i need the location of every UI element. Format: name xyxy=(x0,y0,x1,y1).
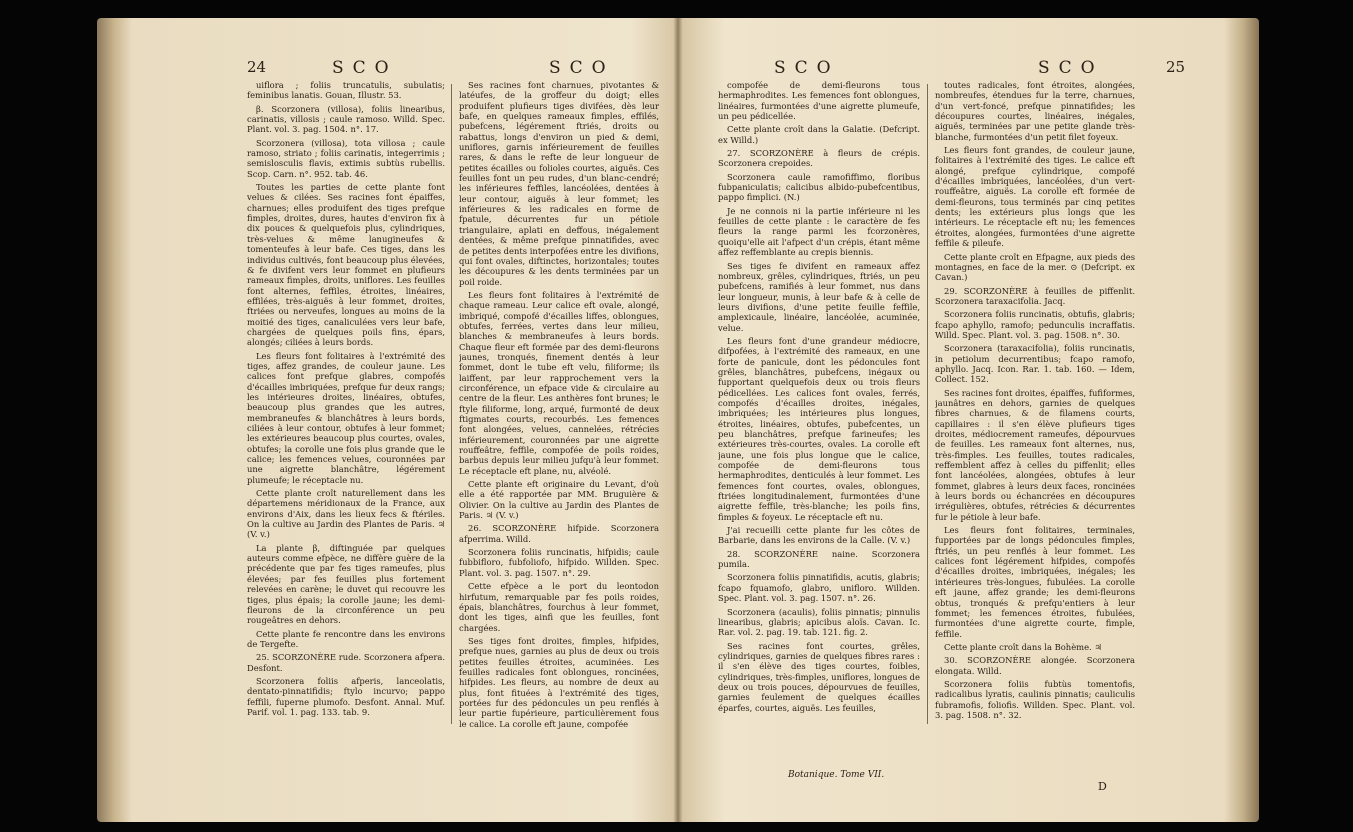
paragraph: Scorzonera (taraxacifolia), foliis runcinatis, in petiolum decurrentibus; fcapo ramofo, aphyllo. Jacq. Icon. Rar. 1. tab. 160. — Idem, Collect. 152. xyxy=(935,343,1135,385)
page-number-left: 24 xyxy=(247,58,267,76)
left-page xyxy=(97,18,678,822)
paragraph: Cette plante croît dans la Bohème. ♃ xyxy=(944,641,1102,652)
paragraph: Ses racines font droites, épaiffes, fufiformes, jaunâtres en dehors, garnies de quelques fibres charnues, & de filamens courts, capillaires : il s'en élève plufieurs tiges droites, médiocrement rameufes, dépourvues de feuilles. Les rameaux font alternes, nus, très-fimples. Les feuilles, toutes radicales, reffemblent affez à celles du piffenlit; elles font lancéolées, alongées, obtufes à leur fommet, glabres à leurs deux faces, roncinées à leurs bords ou échancrées en découpures irrégulières, obtufes, rétrécies & décurrentes fur le pétiole à leur bafe. xyxy=(935,387,1135,522)
paragraph: Cette plante croît dans la Galatie. (Defcript. ex Willd.) xyxy=(718,124,920,145)
paragraph: Les fleurs font grandes, de couleur jaune, folitaires à l'extrémité des tiges. Le calice eft alongé, prefque cylindrique, compofé d'écailles imbriquées, lancéolées, d'un vert-rouffeâtre, aiguës. La corolle eft formée de demi-fleurons, tous terminés par cinq petites dents; les extérieurs plus longs que les intérieurs. Le réceptacle eft nu; les femences étroites, alongées, furmontées d'une aigrette feffile & pileufe. xyxy=(935,145,1135,249)
running-head-right: SCO xyxy=(1038,58,1104,78)
paragraph: uiflora ; foliis truncatulis, subulatis; feminibus lanatis. Gouan, Illustr. 53. xyxy=(247,80,445,101)
paragraph: 28. SCORZONÈRE naine. Scorzonera pumila. xyxy=(718,548,920,570)
paragraph: compofée de demi-fleurons tous hermaphrodites. Les femences font oblongues, linéaires, furmontées d'une aigrette plumeufe, un peu pédicellée. xyxy=(718,80,920,122)
paragraph: 26. SCORZONÈRE hifpide. Scorzonera afperrima. Willd. xyxy=(459,523,659,544)
paragraph: Scorzonera foliis afperis, lanceolatis, dentato-pinnatifidis; ftylo incurvo; pappo feffili, fuperne plumofo. Desfont. Annal. Muf. Parif. vol. 1. pag. 133. tab. 9. xyxy=(247,675,445,717)
paragraph: Les fleurs font folitaires, terminales, fupportées par de longs pédoncules fimples, ftriés, un peu renflés à leur fommet. Les calices font légérement hifpides, compofés d'écailles droites, imbriquées, inégales; les intérieures très-longues, fubulées. La corolle eft jaune, affez grande; les demi-fleurons obtus, tronqués & prefqu'entiers à leur fommet; les femences étroites, fubulées, furmontées d'une aigrette courte, fimple, feffile. xyxy=(935,525,1135,639)
column-rule xyxy=(451,84,452,724)
paragraph: Cette plante eft originaire du Levant, d'où elle a été rapportée par MM. Bruguière & Olivier. On la cultive au Jardin des Plantes de Paris. ♃ (V. v.) xyxy=(459,479,659,521)
paragraph: 30. SCORZONÈRE alongée. Scorzonera elongata. Willd. xyxy=(935,655,1135,676)
right-page-column-1 xyxy=(718,80,920,770)
footer-volume: Botanique. Tome VII. xyxy=(788,770,885,780)
left-page-column-2 xyxy=(459,80,659,780)
paragraph: La plante β, diftinguée par quelques auteurs comme efpèce, ne diffère guère de la précédente que par fes tiges rameufes, plus élevées; par fes feuilles plus fortement relevées en carène; le duvet qui recouvre les tiges, plus épais; la corolle jaune; les demi-fleurons de la circonférence un peu rougeâtres en dehors. xyxy=(247,542,445,626)
right-page-column-2 xyxy=(935,80,1135,780)
paragraph: Toutes les parties de cette plante font velues & cilées. Ses racines font épaiffes, charnues; elles produifent des tiges prefque fimples, droites, dures, hautes d'environ fix à dix pouces & quelquefois plus, cylindriques, très-velues & même lanugineufes & tomenteufes à leur bafe. Ces tiges, dans les individus cultivés, font beaucoup plus élevées, & fe divifent vers leur fommet en plufieurs rameaux fimples, droits, uniflores. Les feuilles font alternes, feffiles, étroites, linéaires, effilées, très-aiguës à leur fommet, droites, ftriées ou nerveufes, longues au moins de la moitié des tiges, canaliculées vers leur bafe, chargées de quelques poils fins, épars, alongés; ciliées à leurs bords. xyxy=(247,182,445,348)
paragraph: Cette plante croît en Efpagne, aux pieds des montagnes, en face de la mer. ⊙ (Defcript. ex Cavan.) xyxy=(935,251,1135,283)
paragraph: 27. SCORZONÈRE à fleurs de crépis. Scorzonera crepoides. xyxy=(718,148,920,169)
paragraph: Je ne connois ni la partie inférieure ni les feuilles de cette plante : le caractère de fes fleurs la range parmi les fcorzonères, quoiqu'elle ait l'afpect d'un crépis, étant même affez reffemblante au crepis biennis. xyxy=(718,205,920,258)
paragraph: Scorzonera foliis fubtùs tomentofis, radicalibus lyratis, caulinis pinnatis; cauliculis fubramofis, foliofis. Willden. Spec. Plant. vol. 3. pag. 1508. n°. 32. xyxy=(935,678,1135,720)
page-number-right: 25 xyxy=(1166,58,1186,76)
paragraph: Scorzonera caule ramofiffimo, floribus fubpaniculatis; calicibus albido-pubefcentibus, pappo fimplici. (N.) xyxy=(718,171,920,203)
right-page xyxy=(678,18,1259,822)
left-page-column-1 xyxy=(247,80,445,780)
paragraph: Cette plante croît naturellement dans les départemens méridionaux de la France, aux environs d'Aix, dans les lieux fecs & ftériles. On la cultive au Jardin des Plantes de Paris. ♃ (V. v.) xyxy=(247,488,445,540)
paragraph: Cette efpèce a le port du leontodon hirfutum, remarquable par fes poils roides, épais, blanchâtres, fourchus à leur fommet, dont les tiges, ainfi que les feuilles, font chargées. xyxy=(459,581,659,633)
signature-mark: D xyxy=(1098,780,1107,793)
paragraph: 29. SCORZONÈRE à feuilles de piffenlit. Scorzonera taraxacifolia. Jacq. xyxy=(935,285,1135,306)
paragraph: Scorzonera foliis runcinatis, obtufis, glabris; fcapo aphyllo, ramofo; pedunculis incraffatis. Willd. Spec. Plant. vol. 3. pag. 1508. n°. 30. xyxy=(935,309,1135,340)
paragraph: Scorzonera foliis pinnatifidis, acutis, glabris; fcapo fquamofo, glabro, unifloro. Willden. Spec. Plant. vol. 3. pag. 1507. n°. 26. xyxy=(718,572,920,604)
paragraph: Les fleurs font d'une grandeur médiocre, difpofées, à l'extrémité des rameaux, en une forte de panicule, dont les pédoncules font grêles, blanchâtres, pubefcens, inégaux ou fupportant quelquefois deux ou trois fleurs pédicellées. Les calices font ovales, ferrés, compofés d'écailles droites, inégales, imbriquées; les intérieures plus longues, étroites, linéaires, obtufes, pubefcentes, un peu blanchâtres, prefque farineufes; les extérieures très-courtes, ovales. La corolle eft jaune, une fois plus longue que le calice, compofée de demi-fleurons tous hermaphrodites, denticulés à leur fommet. Les femences font courtes, ovales, oblongues, ftriées longitudinalement, furmontées d'une aigrette feffile, très-blanche; les poils fins, fimples & foyeux. Le réceptacle eft nu. xyxy=(718,335,920,522)
paragraph: Les fleurs font folitaires à l'extrémité des tiges, affez grandes, de couleur jaune. Les calices font prefque glabres, compofés d'écailles imbriquées, prefque fur deux rangs; les intérieures droites, linéaires, obtufes, beaucoup plus grandes que les autres, membraneufes & blanchâtres à leurs bords, ciliées à leur contour, obtufes à leur fommet; les extérieures beaucoup plus courtes, ovales, obtufes; la corolle une fois plus grande que le calice; les femences velues, couronnées par une aigrette blanchâtre, légérement plumeufe; le réceptacle nu. xyxy=(247,350,445,485)
column-rule xyxy=(927,84,928,724)
paragraph: Scorzonera foliis runcinatis, hifpidis; caule fubbifloro, fubfoliofo, hifpido. Willden. Spec. Plant. vol. 3. pag. 1507. n°. 29. xyxy=(459,547,659,578)
paragraph: Ses racines font charnues, pivotantes & latéufes, de la groffeur du doigt; elles produifent plufieurs tiges divifées, dès leur bafe, en quelques rameaux fimples, effilés, pubefcens, légérement ftriés, droits ou rabattus, longs d'environ un pied & demi, uniflores, garnis inférieurement de feuilles rares, & dans le refte de leur longueur de petites écailles ou folioles courtes, aiguës. Ces feuilles font un peu rudes, d'un blanc-cendré; les inférieures feffiles, lancéolées, dentées à leur contour, aiguës à leur fommet; les inférieures & les radicales en forme de fpatule, décurrentes fur un pétiole triangulaire, aplati en deffous, inégalement dentées, & même prefque pinnatifides, avec de petites dents interpofées entre les divifions, qui font ovales, diftinctes, horizontales; toutes les découpures & les dents terminées par un poil roide. xyxy=(459,80,659,287)
paragraph: toutes radicales, font étroites, alongées, nombreufes, étendues fur la terre, charnues, d'un vert-foncé, prefque pinnatifides; les découpures courtes, linéaires, inégales, aiguës, terminées par une petite glande très-blanche, furmontées d'un petit filet foyeux. xyxy=(935,80,1135,142)
paragraph: J'ai recueilli cette plante fur les côtes de Barbarie, dans les environs de la Calle. (V. v.) xyxy=(718,525,920,546)
paragraph: Scorzonera (villosa), tota villosa ; caule ramoso, striato ; foliis carinatis, integerrimis ; semislosculis flavis, extimis subtùs rubellis. Scop. Carn. n°. 952. tab. 46. xyxy=(247,137,445,179)
running-head-left: SCO xyxy=(332,58,398,78)
running-head-right-col1: SCO xyxy=(774,58,840,78)
paragraph: Les fleurs font folitaires à l'extrémité de chaque rameau. Leur calice eft ovale, alongé, imbriqué, compofé d'écailles liffes, oblongues, obtufes, ferrées, vertes dans leur milieu, blanches & membraneufes à leurs bords. Chaque fleur eft formée par des demi-fleurons jaunes, tronqués, finement dentés à leur fommet, dont le tube eft velu, filiforme; ils laiffent, par leur rapprochement vers la circonférence, un efpace vide & circulaire au centre de la fleur. Les anthères font brunes; le ftyle filiforme, long, arqué, furmonté de deux ftigmates courts, recourbés. Les femences font alongées, velues, cannelées, rétrécies inférieurement, couronnées par une aigrette rouffeâtre, feffile, compofée de poils roides, barbus depuis leur milieu jufqu'à leur fommet. Le réceptacle eft plane, nu, alvéolé. xyxy=(459,289,659,476)
paragraph: Ses tiges font droites, fimples, hifpides, prefque nues, garnies au plus de deux ou trois petites feuilles étroites, acuminées. Les feuilles radicales font oblongues, roncinées, hifpides. Les fleurs, au nombre de deux au plus, font fituées à l'extrémité des tiges, portées fur des pédoncules un peu renflés à leur partie fupérieure, particulièrement fous le calice. La corolle eft jaune, compofée xyxy=(459,635,659,729)
open-book xyxy=(97,18,1259,822)
paragraph: Scorzonera (acaulis), foliis pinnatis; pinnulis linearibus, glabris; apicibus aloïs. Cavan. Ic. Rar. vol. 2. pag. 19. tab. 121. fig. 2. xyxy=(718,606,920,638)
paragraph: Cette plante fe rencontre dans les environs de Tergefte. xyxy=(247,628,445,649)
paragraph: Ses racines font courtes, grêles, cylindriques, garnies de quelques fibres rares : il s'en élève des tiges courtes, foibles, cylindriques, très-fimples, uniflores, longues de deux ou trois pouces, dépourvues de feuilles, garnies feulement de quelques écailles éparfes, courtes, aiguës. Les feuilles, xyxy=(718,640,920,713)
paragraph: β. Scorzonera (villosa), foliis linearibus, carinatis, villosis ; caule ramoso. Willd. Spec. Plant. vol. 3. pag. 1504. n°. 17. xyxy=(247,103,445,135)
paragraph: Ses tiges fe divifent en rameaux affez nombreux, grêles, cylindriques, ftriés, un peu pubefcens, ramifiés à leur fommet, nus dans leur longueur, munis, à leur bafe & à celle de leurs divifions, d'une petite feuille feffile, amplexicaule, linéaire, lancéolée, acuminée, velue. xyxy=(718,260,920,333)
running-head-left-col2: SCO xyxy=(549,58,615,78)
paragraph: 25. SCORZONÈRE rude. Scorzonera afpera. Desfont. xyxy=(247,652,445,673)
